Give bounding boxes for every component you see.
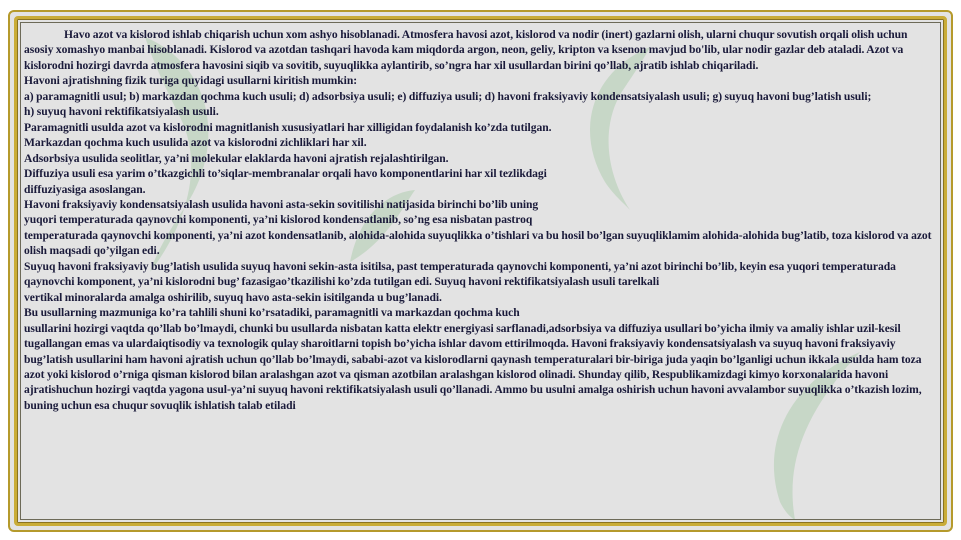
paragraph-condensation: Havoni fraksiyaviy kondensatsiyalash usulida havoni asta-sekin sovitilishi natijasida birinchi bo’lib uning <box>24 197 539 211</box>
paragraph-rectification: vertikal minoralarda amalga oshirilib, suyuq havo asta-sekin isitilganda u bug’lanadi. <box>24 290 442 304</box>
paragraph-evaporation: Suyuq havoni fraksiyaviy bug’latish usulida suyuq havoni sekin-asta isitilsa, past temperaturada qaynovchi komponenti, ya’ni azot birinchi bo’lib, keyin esa yuqori temperaturada qaynovchi komponent, ya’ni kislorodni bug’ fazasigao’tkazilishi ko’zda tutilgan edi. Suyuq havoni rektifikatsiyalash usuli tarelkali <box>24 259 896 289</box>
paragraph-methods-heading: Havoni ajratishning fizik turiga quyidagi usullarni kiritish mumkin: <box>24 74 358 88</box>
paragraph-methods-list: a) paramagnitli usul; b) markazdan qochma kuch usuli; d) adsorbsiya usuli; e) diffuziya usuli; d) havoni fraksiyaviy kondensatsiyalash usuli; g) suyuq havoni bug’latish usuli; <box>24 89 872 103</box>
paragraph-diffusion-end: diffuziyasiga asoslangan. <box>24 182 146 196</box>
slide-text <box>24 27 939 413</box>
paragraph-methods-list-end: h) suyuq havoni rektifikatsiyalash usuli. <box>24 105 219 119</box>
paragraph-condensation-2: yuqori temperaturada qaynovchi komponenti, ya’ni kislorod kondensatlanib, so’ng esa nisbatan pastroq <box>24 213 533 227</box>
paragraph-analysis: Bu usullarning mazmuniga ko’ra tahlili shuni ko’rsatadiki, paramagnitli va markazdan qochma kuch <box>24 306 520 320</box>
paragraph-adsorption: Adsorbsiya usulida seolitlar, ya’ni molekular elaklarda havoni ajratish rejalashtirilgan. <box>24 151 449 165</box>
paragraph-condensation-3: temperaturada qaynovchi komponenti, ya’ni azot kondensatlanib, alohida-alohida suyuqlikka o’tishlari va bu hosil bo’lgan suyuqliklamim alohida-alohida bug’latib, toza kislorod va azot olish maqsadi qo’yilgan edi. <box>24 228 932 258</box>
paragraph-centrifugal: Markazdan qochma kuch usulida azot va kislorodni zichliklari har xil. <box>24 136 367 150</box>
paragraph-intro: Havo azot va kislorod ishlab chiqarish uchun xom ashyo hisoblanadi. Atmosfera havosi azot, kislorod va nodir (inert) gazlarni olish, ularni chuqur sovutish orqali olish uchun asosiy xomashyo manbai hisoblanadi. Kislorod va azotdan tashqari havoda kam miqdorda argon, neon, geliy, kripton va ksenon mavjud bo'lib, ular nodir gazlar deb ataladi. Azot va kislorodni hozirgi davrda atmosfera havosini siqib va sovitib, suyuqlikka aylantirib, so’ngra har xil usullardan birini qo’llab, ajratib ishlab chiqariladi. <box>24 28 908 72</box>
paragraph-conclusion: usullarini hozirgi vaqtda qo’llab bo’lmaydi, chunki bu usullarda nisbatan katta elektr energiyasi sarflanadi,adsorbsiya va diffuziya usullari bo’yicha ilmiy va amaliy ishlar uzil-kesil tugallangan emas va ulardaiqtisodiy va texnologik qulay sharoitlarni topish bo’yicha ishlar davom ettirilmoqda. Havoni fraksiyaviy kondensatsiyalash va suyuq havoni fraksiyaviy bug’latish usullarini ham havoni ajratish uchun qo’llab bo’lmaydi, sababi-azot va kislorodlarni qaynash temperaturalari bir-biriga juda yaqin bo’lganligi uchun ikkala usulda ham toza azot yoki kislorod o’rniga qisman kislorod bilan aralashgan azot va qisman azotbilan aralashgan kislorod olinadi. Shunday qilib, Respublikamizdagi kimyo korxonalarida havoni ajratishuchun hozirgi vaqtda yagona usul-ya’ni suyuq havoni rektifikatsiyalash usuli qo’llanadi. Ammo bu usulni amalga oshirish uchun havoni avvalambor suyuqlikka o’tkazish lozim, buning uchun esa chuqur sovuqlik ishlatish talab etiladi <box>24 321 922 412</box>
paragraph-diffusion: Diffuziya usuli esa yarim o’tkazgichli to’siqlar-membranalar orqali havo komponentlarini har xil tezlikdagi <box>24 167 547 181</box>
paragraph-paramagnetic: Paramagnitli usulda azot va kislorodni magnitlanish xususiyatlari har xilligidan foydalanish ko’zda tutilgan. <box>24 120 552 134</box>
